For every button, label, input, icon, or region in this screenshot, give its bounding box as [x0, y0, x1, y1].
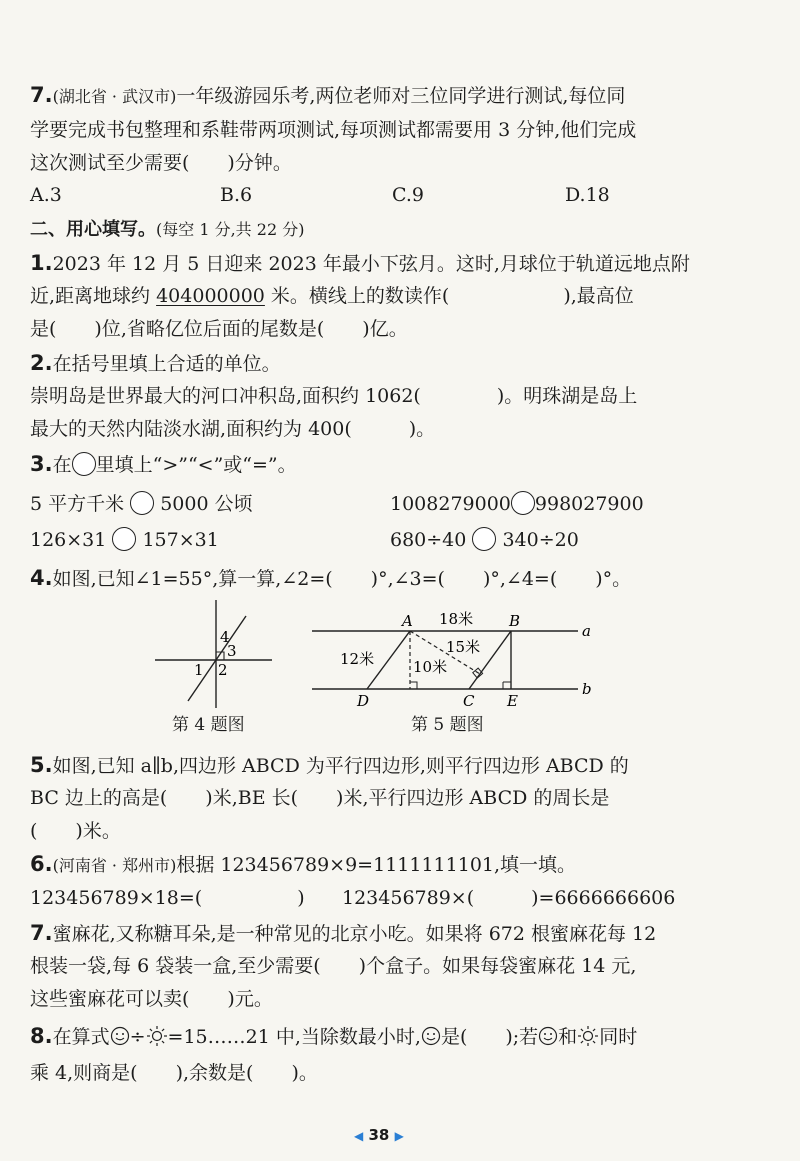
- f5-number: 5.: [30, 753, 53, 777]
- f1-text-2b: 米。横线上的数读作( ),最高位: [264, 285, 634, 307]
- fig5-dim-15: 15米: [446, 638, 481, 656]
- f2-line1: [30, 350, 281, 377]
- f4-number: 4.: [30, 566, 53, 590]
- f3-row1-right: [390, 491, 644, 517]
- fig5-point-b: B: [509, 612, 521, 630]
- answer-circle-4[interactable]: [472, 527, 496, 551]
- f8-text-c: =15……21 中,当除数最小时,: [167, 1026, 421, 1048]
- f3-r2l-a: 126×31: [30, 529, 113, 551]
- f1-line2: [30, 283, 634, 309]
- fig5-right-angle-1: [410, 682, 417, 689]
- f3-r2l-b: 157×31: [136, 529, 219, 551]
- f6-text-2b: 123456789×( )=6666666606: [342, 887, 676, 909]
- fig4-label-4: 4: [220, 628, 230, 646]
- f3-row2-left: [30, 527, 219, 553]
- sun-icon: [577, 1025, 599, 1047]
- f3-r1r-a: 1008279000: [390, 493, 511, 515]
- fig4-label-1: 1: [194, 661, 204, 679]
- fig5-label-a: a: [582, 622, 591, 640]
- f2-number: 2.: [30, 351, 53, 375]
- f1-text-1: 2023 年 12 月 5 日迎来 2023 年最小下弦月。这时,月球位于轨道远地点附: [52, 253, 690, 275]
- smiley-icon: [421, 1026, 441, 1046]
- f3-text-b: 里填上“>”“<”或“=”。: [95, 454, 297, 476]
- fig5-point-c: C: [463, 692, 475, 710]
- q7-option-d[interactable]: D.18: [565, 184, 610, 206]
- figure-5-caption: 第 5 题图: [411, 715, 484, 735]
- figure-5-diagram: [310, 604, 610, 712]
- f6-number: 6.: [30, 852, 53, 876]
- f4-line1: [30, 565, 631, 592]
- fig5-point-d: D: [357, 692, 370, 710]
- q7-source: (湖北省 · 武汉市): [52, 87, 177, 106]
- f2-text-2: 崇明岛是世界最大的河口冲积岛,面积约 1062( )。明珠湖是岛上: [30, 385, 638, 407]
- q7-text-1: 一年级游园乐考,两位老师对三位同学进行测试,每位同: [176, 85, 626, 107]
- f8-text-d: 是( );若: [440, 1026, 539, 1048]
- q7-option-a[interactable]: A.3: [30, 184, 62, 206]
- f8-text-f: 同时: [599, 1026, 638, 1048]
- f4-text: 如图,已知∠1=55°,算一算,∠2=( )°,∠3=( )°,∠4=( )°。: [52, 568, 632, 590]
- q7-text-2: 学要完成书包整理和系鞋带两项测试,每项测试都需要用 3 分钟,他们完成: [30, 119, 637, 141]
- f8-line1: [30, 1023, 637, 1050]
- f3-r1l-b: 5000 公顷: [154, 493, 253, 515]
- f1-line1: [30, 250, 690, 277]
- f2-text-3: 最大的天然内陆淡水湖,面积约为 400( )。: [30, 418, 436, 440]
- figure-4-caption: 第 4 题图: [172, 715, 245, 735]
- section-2-heading: [30, 216, 304, 243]
- fig4-label-2: 2: [218, 661, 228, 679]
- q7-option-c[interactable]: C.9: [392, 184, 424, 206]
- f6-line1: [30, 851, 576, 879]
- compare-circle-icon: [72, 452, 96, 476]
- page-number: 38: [368, 1126, 390, 1144]
- fig4-label-3: 3: [227, 642, 237, 660]
- f8-number: 8.: [30, 1024, 53, 1048]
- f5-text-1: 如图,已知 a∥b,四边形 ABCD 为平行四边形,则平行四边形 ABCD 的: [52, 755, 629, 777]
- f1-underlined-number: 404000000: [156, 285, 265, 307]
- answer-circle-1[interactable]: [130, 491, 154, 515]
- f6-text-2a: 123456789×18=( ): [30, 887, 305, 909]
- q7-line1: [30, 82, 625, 110]
- smiley-icon: [110, 1026, 130, 1046]
- answer-circle-2[interactable]: [511, 491, 535, 515]
- f7-text-3: 这些蜜麻花可以卖( )元。: [30, 988, 273, 1010]
- section-2-title: 二、用心填写。: [30, 219, 156, 240]
- f5-text-2: BC 边上的高是( )米,BE 长( )米,平行四边形 ABCD 的周长是: [30, 787, 610, 809]
- f8-text-e: 和: [558, 1026, 578, 1048]
- f3-r1r-b: 998027900: [534, 493, 644, 515]
- f8-text-b: ÷: [129, 1026, 146, 1048]
- f3-r2r-a: 680÷40: [390, 529, 473, 551]
- f6-source: (河南省 · 郑州市): [52, 856, 177, 875]
- sun-icon: [146, 1025, 168, 1047]
- smiley-icon: [538, 1026, 558, 1046]
- next-triangle-icon: ▶: [394, 1129, 404, 1143]
- f3-text-a: 在: [52, 454, 72, 476]
- page-number-footer: [354, 1126, 404, 1144]
- f5-line1: [30, 752, 629, 779]
- fig5-point-e: E: [507, 692, 518, 710]
- fig4-oblique-line: [188, 616, 246, 701]
- answer-circle-3[interactable]: [112, 527, 136, 551]
- f2-text-1: 在括号里填上合适的单位。: [52, 353, 281, 375]
- f1-text-2a: 近,距离地球约: [30, 285, 157, 307]
- f8-text-2: 乘 4,则商是( ),余数是( )。: [30, 1062, 318, 1084]
- fig5-dim-12: 12米: [340, 650, 375, 668]
- q7-option-b[interactable]: B.6: [220, 184, 253, 206]
- prev-triangle-icon: ◀: [354, 1129, 364, 1143]
- f1-number: 1.: [30, 251, 53, 275]
- q7-number: 7.: [30, 83, 53, 107]
- figure-4-diagram: [150, 596, 280, 711]
- f5-text-3: ( )米。: [30, 820, 121, 842]
- f3-line1: [30, 451, 297, 478]
- f7-text-2: 根装一袋,每 6 袋装一盒,至少需要( )个盒子。如果每袋蜜麻花 14 元,: [30, 955, 637, 977]
- f7-text-1: 蜜麻花,又称糖耳朵,是一种常见的北京小吃。如果将 672 根蜜麻花每 12: [52, 923, 657, 945]
- fig5-point-a: A: [402, 612, 413, 630]
- f3-row1-left: [30, 491, 253, 517]
- f3-r2r-b: 340÷20: [496, 529, 579, 551]
- section-2-note: (每空 1 分,共 22 分): [156, 220, 305, 239]
- f1-text-3: 是( )位,省略亿位后面的尾数是( )亿。: [30, 318, 408, 340]
- fig5-label-b: b: [582, 680, 592, 698]
- f7-line1: [30, 920, 656, 947]
- fig5-dim-18: 18米: [439, 610, 474, 628]
- q7-text-3: 这次测试至少需要( )分钟。: [30, 152, 292, 174]
- f8-text-a: 在算式: [52, 1026, 110, 1048]
- f3-number: 3.: [30, 452, 53, 476]
- f7-number: 7.: [30, 921, 53, 945]
- f6-text-1: 根据 123456789×9=1111111101,填一填。: [176, 854, 577, 876]
- fig5-dim-10: 10米: [413, 658, 448, 676]
- f3-r1l-a: 5 平方千米: [30, 493, 131, 515]
- f3-row2-right: [390, 527, 579, 553]
